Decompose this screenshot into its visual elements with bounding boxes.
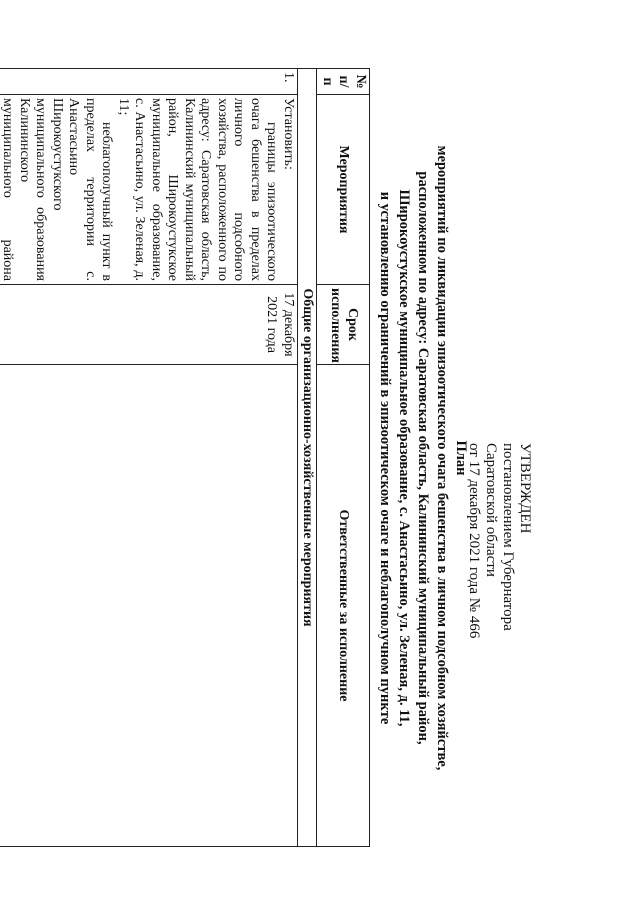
measure-line: границы эпизоотического очага бешенства в пределах личного подсобного хозяйства, расположенного по адресу: Саратовская область, Калининский муниципальный район, Широкоустукское муниципальное образование, с. Анастасьино, ул. Зеленая, д. 11;: [116, 98, 280, 281]
approval-stamp: [465, 443, 533, 823]
header-term: Срок исполнения: [317, 285, 370, 365]
title-line-5: и установлению ограничений в эпизоотическом очаге и неблагополучном пункте: [377, 191, 393, 725]
title-line-1: План: [453, 440, 469, 476]
measure-line: Установить:: [281, 98, 296, 170]
approval-line-2: постановлением Губернатора: [500, 443, 516, 631]
header-responsible: Ответственные за исполнение: [317, 365, 370, 847]
title-line-2: мероприятий по ликвидации эпизоотического очага бешенства в личном подсобном хозяйстве,: [434, 145, 450, 771]
table-row: [0, 69, 298, 847]
row-term: 17 декабря 2021 года: [0, 285, 298, 365]
row-number: 1.: [0, 69, 298, 95]
approval-line-4: от 17 декабря 2021 года № 466: [466, 443, 482, 639]
section-title: Общие организационно-хозяйственные мероприятия: [298, 69, 318, 847]
row-responsible: [0, 365, 298, 847]
header-measures: Мероприятия: [317, 95, 370, 285]
row-measures: [0, 95, 298, 285]
document-title: [375, 68, 470, 848]
title-line-3: расположенном по адресу: Саратовская область, Калининский муниципальный район,: [415, 171, 431, 745]
table-header-row: [317, 69, 370, 847]
measure-line: неблагополучный пункт в пределах территории с. Анастасьино Широкоустукского муниципального образования Калининского муниципального района: [0, 98, 115, 281]
title-line-4: Широкоустукское муниципальное образование, с. Анастасьино, ул. Зеленая, д. 11,: [396, 189, 412, 727]
rotated-document-content: [0, 68, 545, 848]
header-num: № п/п: [317, 69, 370, 95]
measures-table: [0, 68, 370, 847]
approval-line-1: УТВЕРЖДЕН: [517, 443, 533, 534]
approval-line-3: Саратовской области: [483, 443, 499, 577]
section-row: [298, 69, 318, 847]
